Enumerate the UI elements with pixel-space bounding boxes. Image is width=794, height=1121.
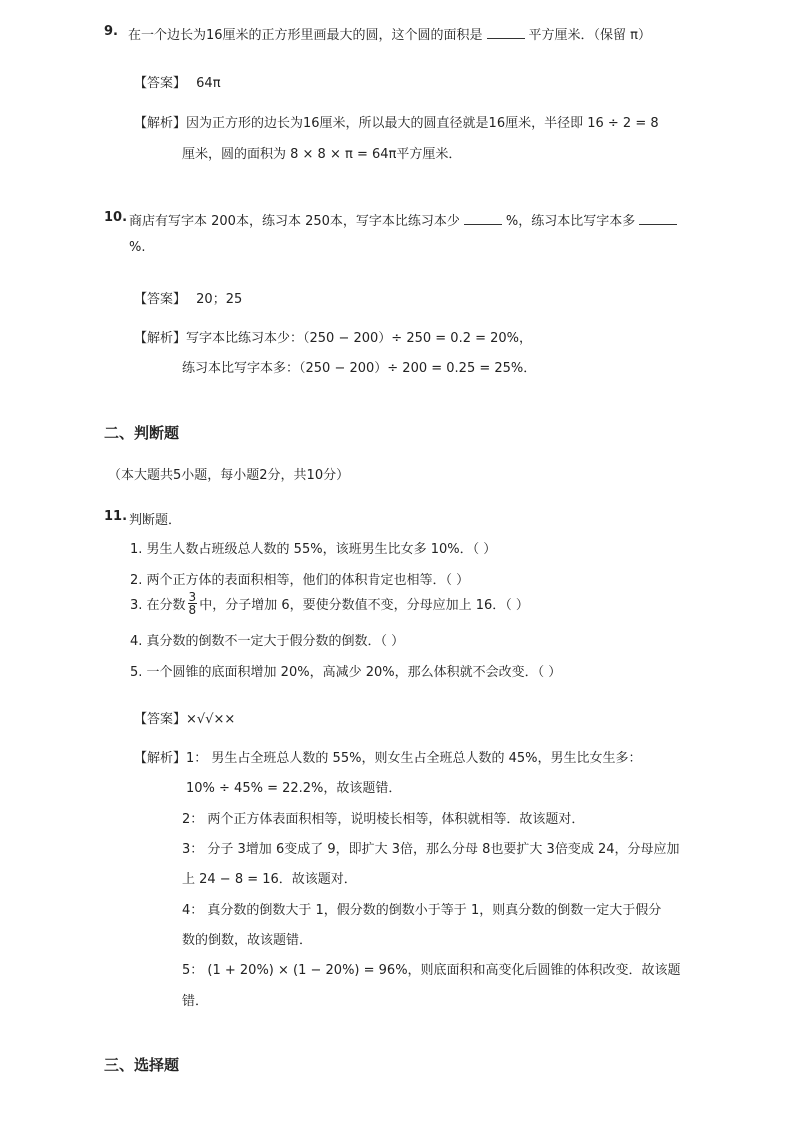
- q9-answer-blank: [487, 26, 525, 39]
- q9-stem-a: 在一个边长为16厘米的正方形里画最大的圆，这个圆的面积是: [128, 28, 483, 43]
- q11-analysis-line: 上 24 − 8 = 16．故该题对．: [182, 872, 357, 887]
- q9-analysis-tag: 【解析】: [134, 116, 187, 131]
- q11-item-3: [130, 591, 529, 616]
- q9-analysis: [134, 112, 659, 131]
- q11-item-2: 2. 两个正方体的表面积相等，他们的体积肯定也相等．（ ）: [130, 573, 470, 588]
- q10-blank-2: [639, 212, 677, 225]
- q10-answer-value: 20；25: [196, 292, 243, 307]
- q10-analysis-line1: 写字本比练习本少：（250 − 200）÷ 250 = 0.2 = 20%，: [186, 331, 533, 346]
- q10-answer-tag: 【答案】: [134, 292, 187, 307]
- q9-stem: [128, 24, 651, 43]
- q9-analysis-line2: 厘米，圆的面积为 8 × 8 × π = 64π平方厘米．: [182, 147, 462, 162]
- q10-stem-a: 商店有写字本 200本，练习本 250本，写字本比练习本少: [129, 214, 460, 229]
- q11-number: 11.: [104, 509, 128, 524]
- fraction-numerator: 3: [188, 590, 197, 604]
- section3-title: 三、选择题: [104, 1056, 180, 1074]
- q10-analysis-line2: 练习本比写字本多：（250 − 200）÷ 200 = 0.25 = 25%．: [182, 361, 537, 376]
- q9-answer-tag: 【答案】: [134, 76, 187, 91]
- q11-item-4: 4. 真分数的倒数不一定大于假分数的倒数．（ ）: [130, 634, 405, 649]
- q11-analysis-line: 错．: [182, 994, 209, 1009]
- q11-answer: [134, 708, 235, 727]
- q11-analysis-line: 数的倒数，故该题错．: [182, 933, 313, 948]
- q11-stem: 判断题．: [129, 513, 182, 528]
- q11-item3-prefix: 3. 在分数: [130, 598, 186, 613]
- q11-item-1: 1. 男生人数占班级总人数的 55%，该班男生比女多 10%．（ ）: [130, 542, 497, 557]
- fraction-denominator: 8: [188, 603, 197, 617]
- q10-stem-b: %，练习本比写字本多: [505, 214, 636, 229]
- q10-answer: [134, 288, 242, 307]
- q11-analysis-line: 5： (1 + 20%) × (1 − 20%) = 96%，则底面积和高变化后圆锥的体积改变．故该题: [182, 963, 681, 978]
- fraction-3-8: [188, 591, 198, 616]
- q11-item3-suffix: 中，分子增加 6，要使分数值不变，分母应加上 16．（ ）: [199, 598, 529, 613]
- q11-analysis-line: 1： 男生占全班总人数的 55%，则女生占全班总人数的 45%，男生比女生多：: [186, 751, 642, 766]
- q10-stem: [129, 210, 681, 229]
- q11-analysis-tag: 【解析】: [134, 751, 187, 766]
- q9-stem-b: 平方厘米．（保留 π）: [528, 28, 652, 43]
- q11-analysis-line: 4： 真分数的倒数大于 1，假分数的倒数小于等于 1，则真分数的倒数一定大于假分: [182, 903, 662, 918]
- q10-blank-1: [464, 212, 502, 225]
- q9-answer: [134, 72, 221, 91]
- q11-analysis-line: 10% ÷ 45% = 22.2%，故该题错．: [186, 781, 402, 796]
- q9-number: 9.: [104, 24, 118, 39]
- q10-number: 10.: [104, 210, 128, 225]
- q11-item-5: 5. 一个圆锥的底面积增加 20%，高减少 20%，那么体积就不会改变．（ ）: [130, 665, 562, 680]
- q9-answer-value: 64π: [196, 76, 221, 91]
- q11-analysis-line: 2： 两个正方体表面积相等，说明棱长相等，体积就相等．故该题对．: [182, 812, 585, 827]
- q11-answer-tag: 【答案】: [134, 712, 187, 727]
- section2-title: 二、判断题: [104, 424, 180, 442]
- q9-analysis-line1: 因为正方形的边长为16厘米，所以最大的圆直径就是16厘米，半径即 16 ÷ 2 = 8: [186, 116, 659, 131]
- q10-analysis-tag: 【解析】: [134, 331, 187, 346]
- q11-analysis: [134, 747, 641, 766]
- q11-answer-value: ×√√××: [186, 712, 236, 727]
- section2-note: （本大题共5小题，每小题2分，共10分）: [108, 468, 350, 483]
- q10-stem-c: %.: [129, 240, 146, 255]
- q10-analysis: [134, 327, 532, 346]
- q11-analysis-line: 3： 分子 3增加 6变成了 9，即扩大 3倍，那么分母 8也要扩大 3倍变成 24，分母应加: [182, 842, 680, 857]
